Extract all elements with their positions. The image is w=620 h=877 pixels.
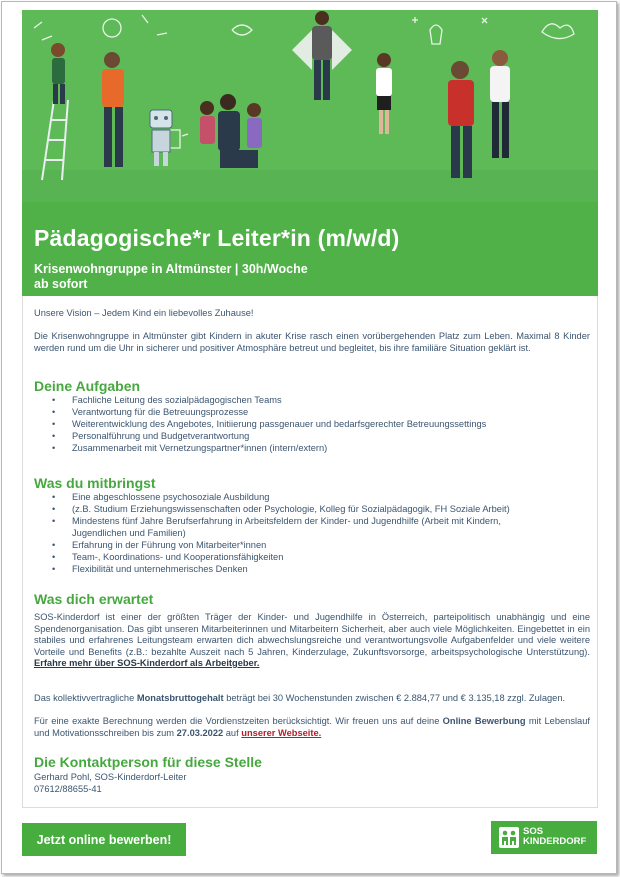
- logo-icon: [499, 827, 519, 848]
- vision-text: Unsere Vision – Jedem Kind ein liebevolles Zuhause!: [34, 308, 254, 318]
- salary-pre: Das kollektivvertragliche: [34, 693, 135, 703]
- offer-body: SOS-Kinderdorf ist einer der größten Träger der Kinder- und Jugendhilfe in Österreich, parteipolitisch unabhängig und eine Spendenorganisation. Das gibt unseren Mitarbeiterinnen und Mitarbeitern Sicherheit, aber auch viele Möglichkeiten. Eingebettet in ein stabiles und erfahrenes Leitungsteam erwarten dich abwechslungsreiche und verantwortungsvolle Aufgabenfelder und viele weitere Vorteile und Benefits (z.B.: bezahlte Auszeit nach 5 Jahren, Kinderzulage, Zukunftsvorsorge, arbeitspsychologische Unterstützung).: [34, 612, 590, 657]
- robot-figure: [150, 110, 172, 166]
- tasks-heading: Deine Aufgaben: [34, 378, 141, 394]
- intro-text: Die Krisenwohngruppe in Altmünster gibt Kindern in akuter Krise rasch einen vorübergehenden Platz zum Leben. Maximal 8 Kinder werden rund um die Uhr in sicherer und positiver Atmosphäre betreut und begleitet, bis ihre familiäre Situation geklärt ist.: [34, 331, 590, 353]
- apply-post: auf: [225, 727, 239, 738]
- offer-heading: Was dich erwartet: [34, 591, 154, 607]
- hero-illustration: [22, 10, 598, 202]
- sos-kinderdorf-logo: [491, 821, 597, 854]
- list-item: • Erfahrung in der Führung von Mitarbeiter*innen: [34, 539, 554, 551]
- list-item: • Flexibilität und unternehmerisches Denken: [34, 563, 554, 575]
- offer-text: [34, 612, 590, 670]
- apply-pre: Für eine exakte Berechnung werden die Vordienstzeiten berücksichtigt. Wir freuen uns auf deine: [34, 716, 440, 726]
- job-subtitle: Krisenwohngruppe in Altmünster | 30h/Woche: [34, 262, 308, 276]
- requirements-heading: Was du mitbringst: [34, 475, 156, 491]
- tasks-list: [34, 394, 590, 454]
- employer-link[interactable]: Erfahre mehr über SOS-Kinderdorf als Arbeitgeber.: [34, 658, 260, 668]
- apply-mid: mit Lebenslauf und Motivationsschreiben bis zum: [34, 716, 590, 738]
- list-item: • Fachliche Leitung des sozialpädagogischen Teams: [34, 394, 590, 406]
- application-text: [34, 716, 590, 739]
- list-item: • Weiterentwicklung des Angebotes, Initiierung passgenauer und bedarfsgerechter Betreuungssettings: [34, 418, 590, 430]
- website-link[interactable]: unserer Webseite.: [241, 727, 322, 738]
- list-item: • Personalführung und Budgetverantwortung: [34, 430, 590, 442]
- list-item-note-text: (z.B. Studium Erziehungswissenschaften oder Psychologie, Kolleg für Sozialpädagogik, FH Soziale Arbeit): [72, 504, 510, 514]
- job-start: ab sofort: [34, 277, 88, 291]
- apply-bold: Online Bewerbung: [442, 716, 526, 726]
- logo-text-kinderdorf: KINDERDORF: [523, 836, 587, 847]
- list-item: • Verantwortung für die Betreuungsprozesse: [34, 406, 590, 418]
- deadline: 27.03.2022: [176, 727, 224, 738]
- salary-text: [34, 693, 590, 705]
- contact-name: Gerhard Pohl, SOS-Kinderdorf-Leiter: [34, 772, 187, 782]
- list-item-note: [34, 503, 554, 515]
- title-banner: [22, 202, 598, 296]
- list-item: • Team-, Koordinations- und Kooperationsfähigkeiten: [34, 551, 554, 563]
- contact-phone: 07612/88655-41: [34, 784, 102, 794]
- list-item: • Eine abgeschlossene psychosoziale Ausbildung: [34, 491, 554, 503]
- requirements-list: [34, 491, 554, 575]
- contact-heading: Die Kontaktperson für diese Stelle: [34, 754, 262, 770]
- list-item: • Zusammenarbeit mit Vernetzungspartner*innen (intern/extern): [34, 442, 590, 454]
- salary-post: beträgt bei 30 Wochenstunden zwischen € 2.884,77 und € 3.135,18 zzgl. Zulagen.: [226, 693, 566, 703]
- logo-text-sos: SOS: [523, 826, 544, 837]
- apply-button[interactable]: Jetzt online bewerben!: [22, 823, 186, 856]
- list-item: • Mindestens fünf Jahre Berufserfahrung in Arbeitsfeldern der Kinder- und Jugendhilfe (Arbeit mit Kindern, Jugendlichen und Familien): [34, 515, 554, 539]
- salary-bold: Monatsbruttogehalt: [136, 693, 224, 703]
- content-box: [22, 296, 598, 808]
- hero-image: [22, 10, 598, 202]
- job-title: Pädagogische*r Leiter*in (m/w/d): [34, 225, 400, 251]
